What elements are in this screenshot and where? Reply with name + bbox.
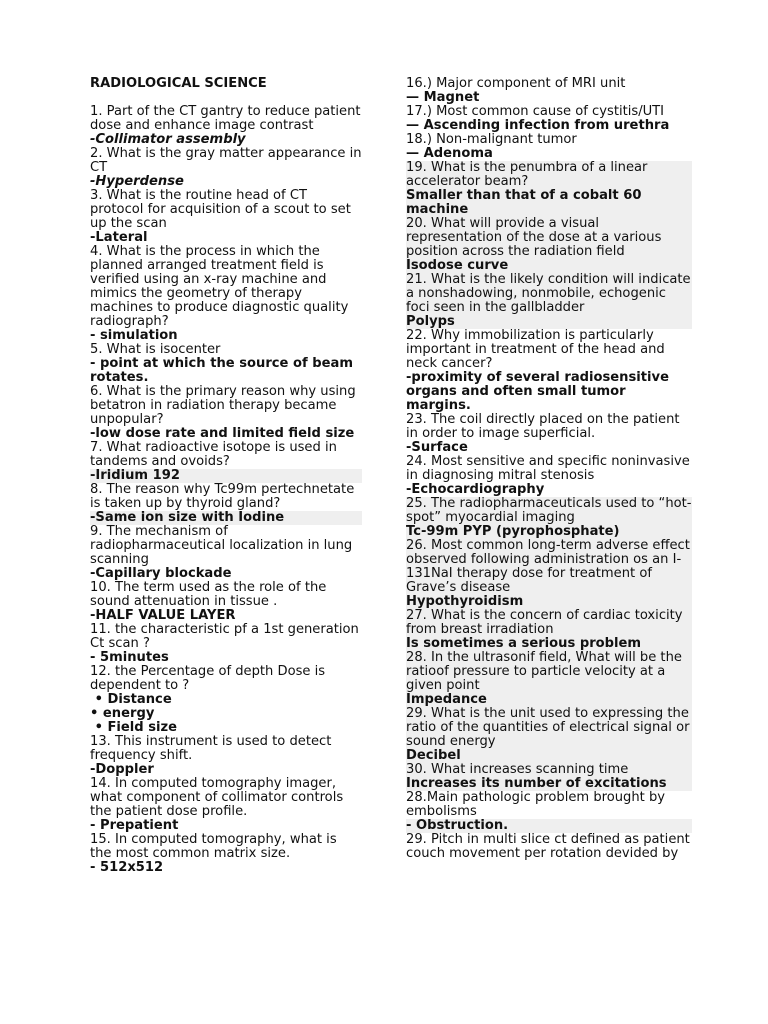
answer-line: Smaller than that of a cobalt 60 machine	[406, 189, 692, 217]
answer-line: • Field size	[90, 720, 178, 735]
question-line: 21. What is the likely condition will indicate a nonshadowing, nonmobile, echogenic foci seen in the gallbladder	[406, 272, 695, 315]
answer-line: - 512x512	[90, 860, 164, 875]
answer-line: -Echocardiography	[406, 482, 545, 497]
question-line: 19. What is the penumbra of a linear accelerator beam?	[406, 161, 692, 189]
question-line: 10. The term used as the role of the sound attenuation in tissue .	[90, 580, 331, 609]
answer-line: Impedance	[406, 693, 692, 707]
question-line: 26. Most common long-term adverse effect observed following administration os an I-131NaI therapy dose for treatment of Grave’s disease	[406, 538, 695, 595]
question-line: 12. the Percentage of depth Dose is dependent to ?	[90, 664, 330, 693]
question-line: 16.) Major component of MRI unit	[406, 76, 626, 91]
answer-line: • energy	[90, 706, 155, 721]
question-line: 5. What is isocenter	[90, 342, 221, 357]
answer-line: -Collimator assembly	[90, 132, 246, 147]
answer-line: - simulation	[90, 328, 178, 343]
answer-line: -Iridium 192	[90, 469, 362, 483]
question-line: 24. Most sensitive and specific noninvasive in diagnosing mitral stenosis	[406, 454, 694, 483]
answer-line: Increases its number of excitations	[406, 777, 692, 791]
question-line: 25. The radiopharmaceuticals used to “hot-spot” myocardial imaging	[406, 496, 692, 525]
answer-line: Is sometimes a serious problem	[406, 637, 692, 651]
answer-line: — Magnet	[406, 90, 480, 105]
answer-line: - 5minutes	[90, 650, 169, 665]
question-line: 27. What is the concern of cardiac toxicity from breast irradiation	[406, 609, 692, 637]
question-line: 22. Why immobilization is particularly important in treatment of the head and neck cancer?	[406, 328, 669, 371]
question-line: 1. Part of the CT gantry to reduce patient dose and enhance image contrast	[90, 104, 365, 133]
question-line: 30. What increases scanning time	[406, 763, 692, 777]
answer-line: Hypothyroidism	[406, 595, 692, 609]
question-line: 4. What is the process in which the planned arranged treatment field is verified using an x-ray machine and mimics the geometry of therapy machines to produce diagnostic quality radiograph?	[90, 244, 353, 329]
question-line: 2. What is the gray matter appearance in CT	[90, 146, 366, 175]
question-line: 28.Main pathologic problem brought by embolisms	[406, 790, 670, 819]
answer-line: -Same ion size with Iodine	[90, 511, 362, 525]
question-line: 3. What is the routine head of CT protocol for acquisition of a scout to set up the scan	[90, 188, 355, 231]
left-column-items	[90, 104, 366, 875]
question-line: 15. In computed tomography, what is the most common matrix size.	[90, 832, 341, 861]
answer-line: - point at which the source of beam rotates.	[90, 356, 358, 385]
question-line: 8. The reason why Tc99m pertechnetate is taken up by thyroid gland?	[90, 482, 359, 511]
question-line: 23. The coil directly placed on the patient in order to image superficial.	[406, 412, 684, 441]
question-line: 7. What radioactive isotope is used in tandems and ovoids?	[90, 440, 342, 469]
right-column-items	[406, 76, 695, 861]
answer-line: -Capillary blockade	[90, 566, 232, 581]
answer-line: -Doppler	[90, 762, 154, 777]
question-line: 20. What will provide a visual representation of the dose at a various position across the radiation field	[406, 217, 692, 259]
answer-line: -Hyperdense	[90, 174, 184, 189]
document-title: RADIOLOGICAL SCIENCE	[90, 76, 267, 91]
question-line: 9. The mechanism of radiopharmaceutical localization in lung scanning	[90, 524, 357, 567]
left-column	[90, 76, 366, 875]
answer-line: -Surface	[406, 440, 468, 455]
answer-line: — Ascending infection from urethra	[406, 118, 670, 133]
question-line: 17.) Most common cause of cystitis/UTI	[406, 104, 665, 119]
answer-line: -HALF VALUE LAYER	[90, 608, 236, 623]
question-line: 13. This instrument is used to detect frequency shift.	[90, 734, 336, 763]
question-line: 6. What is the primary reason why using betatron in radiation therapy became unpopular?	[90, 384, 360, 427]
question-line: 11. the characteristic pf a 1st generation Ct scan ?	[90, 622, 364, 651]
question-line: 29. What is the unit used to expressing the ratio of the quantities of electrical signal or sound energy	[406, 706, 694, 749]
question-line: 29. Pitch in multi slice ct defined as patient couch movement per rotation devided by	[406, 832, 694, 861]
answer-line: Decibel	[406, 749, 692, 763]
question-line: 14. In computed tomography imager, what component of collimator controls the patient dose profile.	[90, 776, 348, 819]
answer-line: Polyps	[406, 315, 692, 329]
answer-line: -Lateral	[90, 230, 148, 245]
question-line: 28. In the ultrasonif field, What will be the ratioof pressure to particle velocity at a given point	[406, 651, 692, 693]
answer-line: -low dose rate and limited field size	[90, 426, 355, 441]
right-column	[406, 76, 695, 861]
answer-line: - Prepatient	[90, 818, 179, 833]
answer-line: Tc-99m PYP (pyrophosphate)	[406, 525, 692, 539]
answer-line: — Adenoma	[406, 146, 493, 161]
answer-line: Isodose curve	[406, 259, 692, 273]
answer-line: -proximity of several radiosensitive organs and often small tumor margins.	[406, 370, 674, 413]
answer-line: • Distance	[90, 692, 172, 707]
question-line: 18.) Non-malignant tumor	[406, 132, 577, 147]
answer-line: - Obstruction.	[406, 819, 692, 833]
